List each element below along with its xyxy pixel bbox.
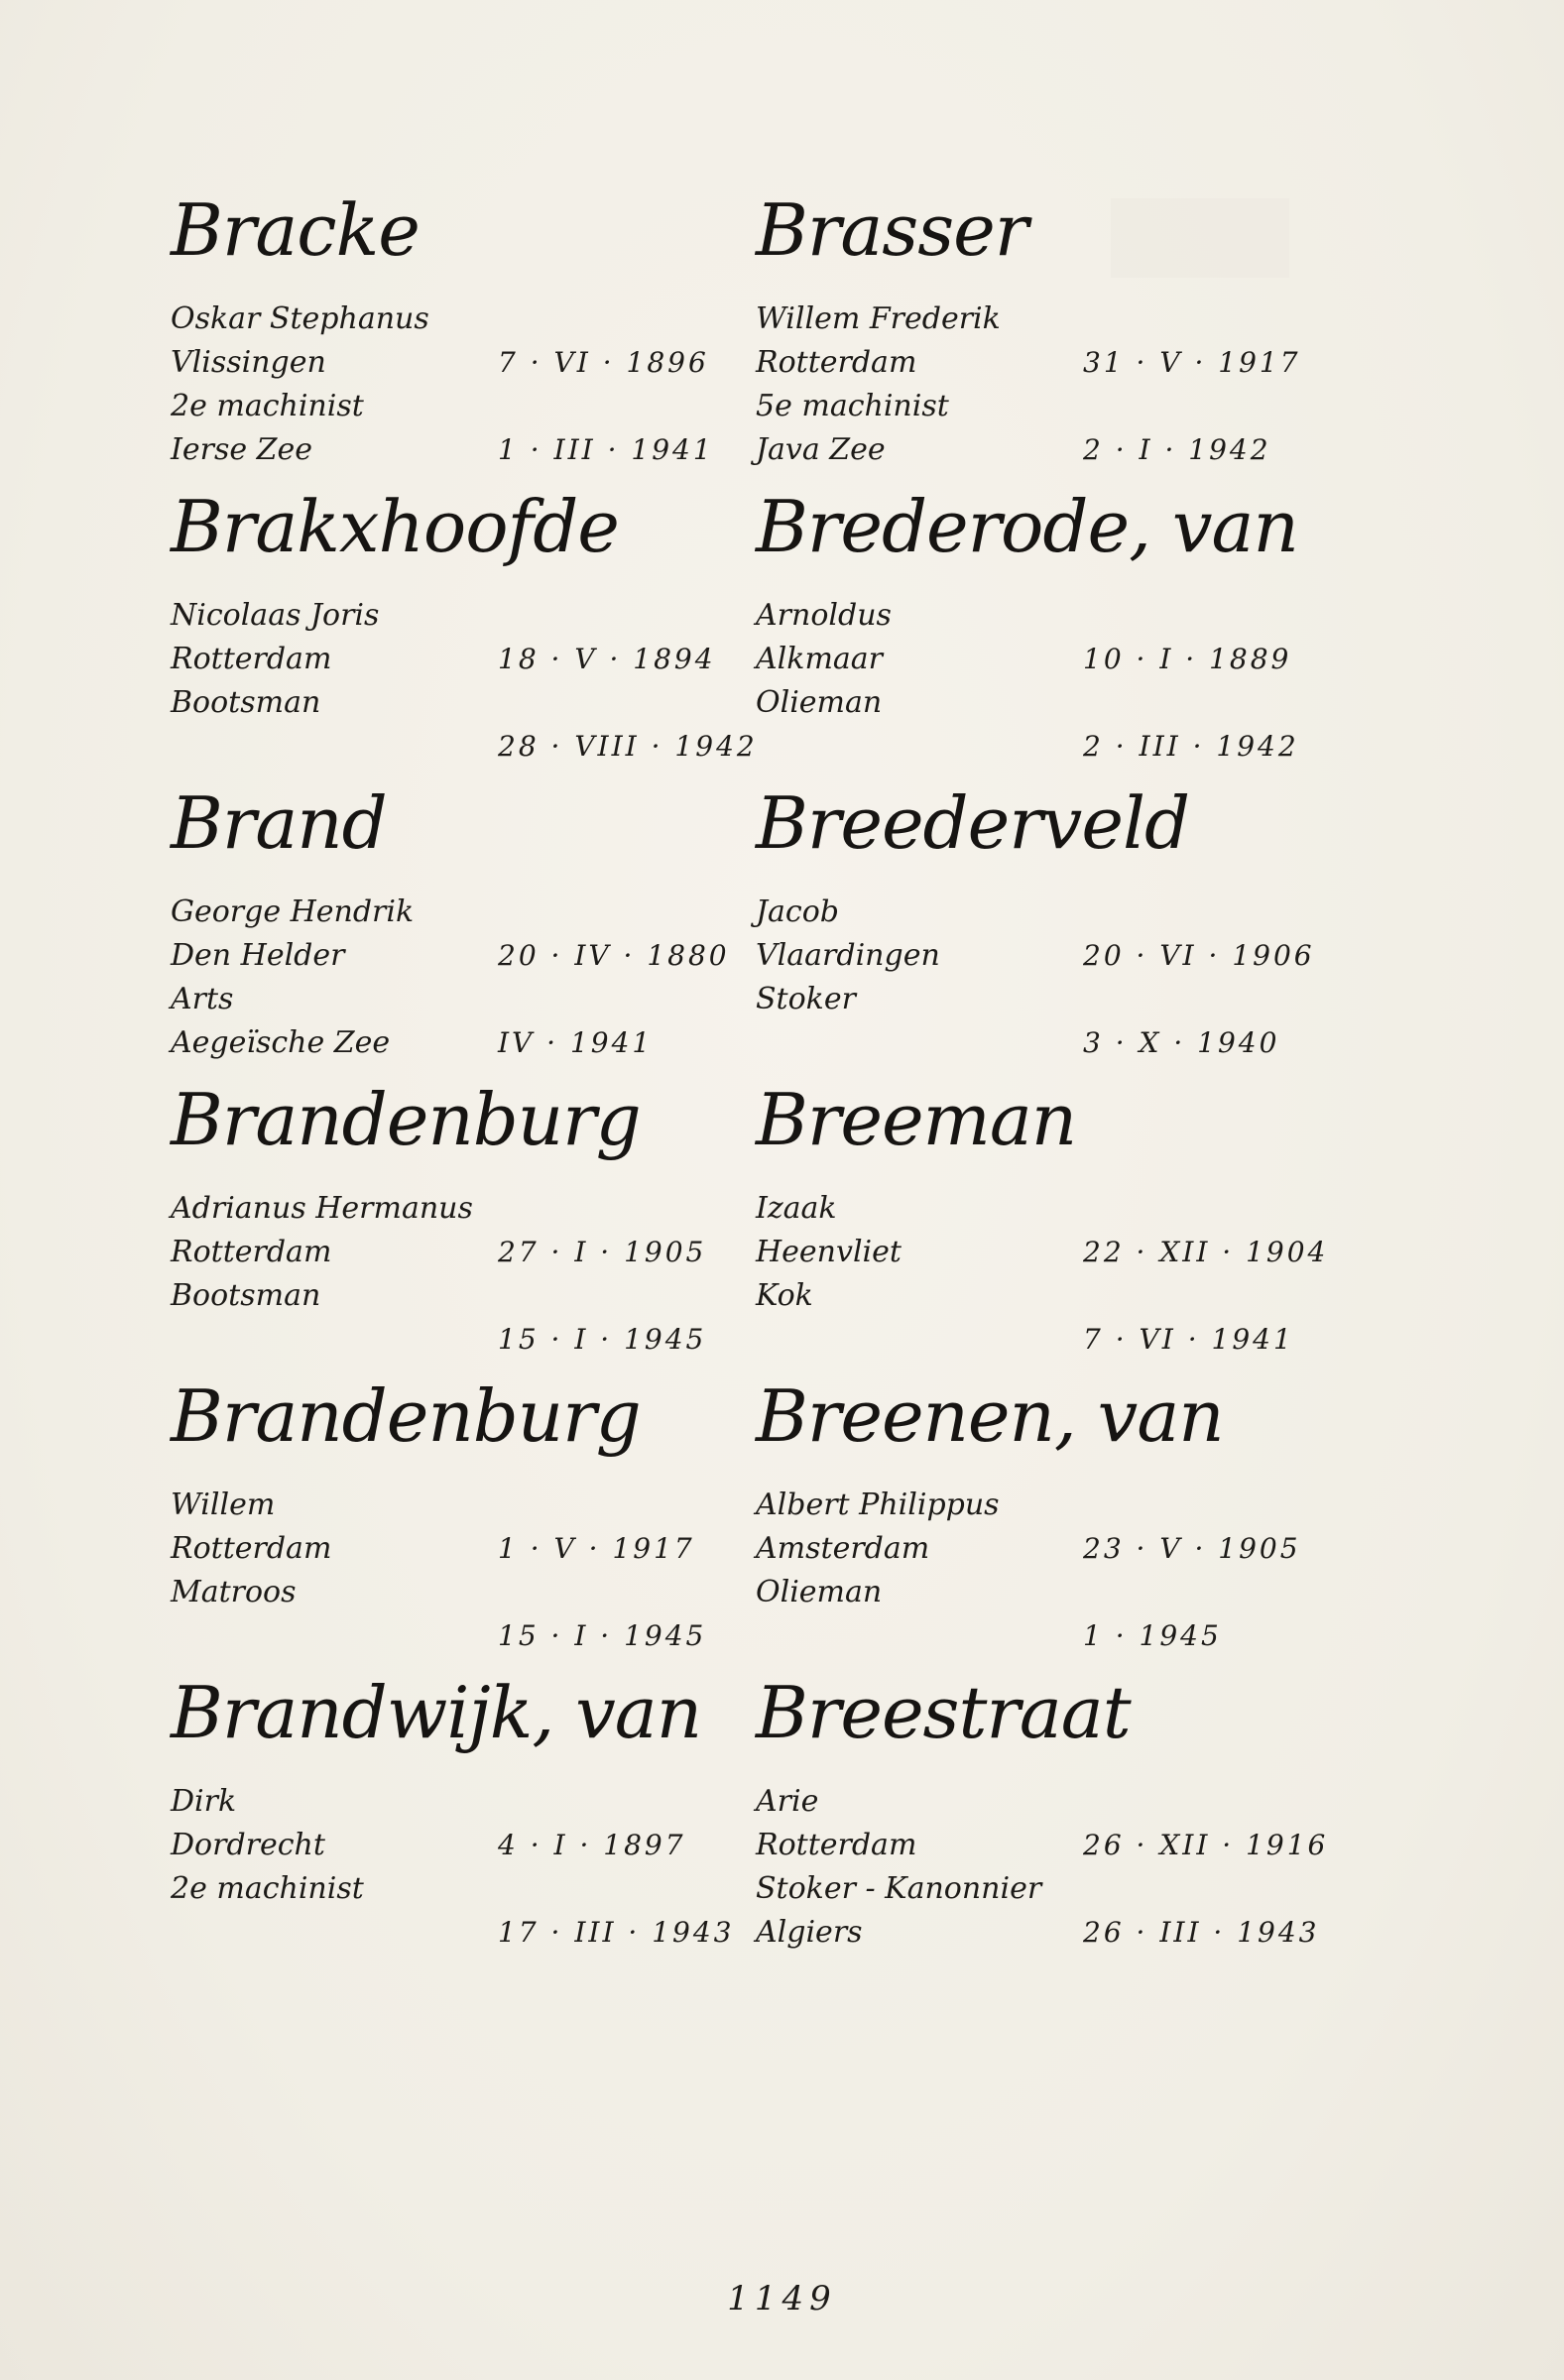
rank: Stoker — [756, 982, 856, 1016]
surname: Brandenburg — [171, 1078, 641, 1161]
entry-line — [756, 1527, 1311, 1571]
entry-line — [171, 1614, 726, 1658]
birth-date: 27 · I · 1905 — [498, 1236, 707, 1268]
birth-date: 20 · IV · 1880 — [498, 939, 730, 972]
death-date: 1 · III · 1941 — [498, 433, 714, 466]
entry-line — [756, 385, 1311, 428]
entry-line — [171, 978, 726, 1021]
entry-line — [171, 1318, 726, 1362]
entry-line — [171, 1021, 726, 1065]
entry-line — [171, 298, 726, 341]
memorial-entry — [756, 1078, 1329, 1380]
memorial-entry — [756, 188, 1311, 491]
entry-line — [171, 725, 758, 769]
surname: Brand — [171, 781, 387, 865]
entry-line — [171, 594, 726, 638]
rank: 2e machinist — [171, 1871, 364, 1906]
death-date: 28 · VIII · 1942 — [498, 730, 758, 763]
birthplace: Rotterdam — [756, 345, 917, 380]
surname: Brandenburg — [171, 1374, 641, 1458]
surname: Brederode, van — [756, 485, 1298, 568]
birth-date: 22 · XII · 1904 — [1083, 1236, 1329, 1268]
entry-line — [756, 1187, 1311, 1231]
memorial-entry — [756, 1374, 1311, 1677]
death-date: IV · 1941 — [498, 1026, 654, 1059]
given-names: Oskar Stephanus — [171, 301, 429, 336]
death-date: 15 · I · 1945 — [498, 1619, 707, 1652]
death-date: 26 · III · 1943 — [1083, 1916, 1320, 1949]
entry-line — [756, 638, 1311, 681]
entry-line — [756, 1571, 1311, 1614]
given-names: Dirk — [171, 1784, 237, 1819]
birth-date: 18 · V · 1894 — [498, 643, 716, 675]
memorial-entry — [756, 485, 1311, 787]
entry-line — [171, 428, 726, 472]
birthplace: Rotterdam — [171, 642, 332, 676]
given-names: Albert Philippus — [756, 1488, 1000, 1522]
surname: Breestraat — [756, 1671, 1131, 1754]
rank: Bootsman — [171, 685, 321, 720]
death-date: 7 · VI · 1941 — [1083, 1323, 1294, 1356]
surname: Brandwijk, van — [171, 1671, 702, 1754]
entry-line — [756, 1911, 1320, 1955]
death-date: 15 · I · 1945 — [498, 1323, 707, 1356]
entry-line — [756, 1867, 1311, 1911]
entry-line — [171, 1527, 726, 1571]
surname: Breeman — [756, 1078, 1077, 1161]
birthplace: Rotterdam — [171, 1235, 332, 1269]
place-of-death: Java Zee — [756, 432, 886, 467]
surname: Brakxhoofde — [171, 485, 619, 568]
page-number: 1149 — [727, 2279, 837, 2319]
entry-line — [756, 594, 1311, 638]
entry-line — [171, 341, 726, 385]
birth-date: 20 · VI · 1906 — [1083, 939, 1315, 972]
given-names: Willem — [171, 1488, 276, 1522]
given-names: Adrianus Hermanus — [171, 1191, 473, 1226]
birthplace: Rotterdam — [756, 1828, 917, 1862]
surname: Breenen, van — [756, 1374, 1224, 1458]
memorial-entry — [756, 1671, 1329, 1973]
entry-line — [171, 1274, 726, 1318]
death-date: 1 · 1945 — [1083, 1619, 1222, 1652]
birthplace: Rotterdam — [171, 1531, 332, 1566]
given-names: Arie — [756, 1784, 819, 1819]
memorial-entry — [171, 188, 726, 491]
entry-line — [171, 1187, 726, 1231]
entry-line — [756, 1614, 1311, 1658]
given-names: Jacob — [756, 894, 839, 929]
surname: Brasser — [756, 188, 1028, 272]
birthplace: Vlissingen — [171, 345, 326, 380]
memorial-entry — [756, 781, 1315, 1084]
birth-date: 7 · VI · 1896 — [498, 346, 709, 379]
entry-line — [756, 891, 1311, 934]
rank: Olieman — [756, 1575, 883, 1609]
entry-line — [171, 385, 726, 428]
place-of-death: Aegeïsche Zee — [171, 1025, 391, 1060]
column-right — [756, 188, 1329, 1973]
entry-line — [171, 1231, 726, 1274]
rank: Olieman — [756, 685, 883, 720]
memorial-entry — [171, 1374, 726, 1677]
birthplace: Vlaardingen — [756, 938, 940, 973]
entry-line — [756, 725, 1311, 769]
birth-date: 31 · V · 1917 — [1083, 346, 1301, 379]
birthplace: Heenvliet — [756, 1235, 902, 1269]
entry-line — [756, 1274, 1311, 1318]
entry-line — [756, 341, 1311, 385]
given-names: George Hendrik — [171, 894, 415, 929]
surname: Breederveld — [756, 781, 1190, 865]
column-left — [171, 188, 758, 1973]
death-date: 2 · III · 1942 — [1083, 730, 1299, 763]
rank: Kok — [756, 1278, 813, 1313]
entry-line — [171, 934, 730, 978]
birthplace: Den Helder — [171, 938, 345, 973]
birth-date: 23 · V · 1905 — [1083, 1532, 1301, 1565]
entry-line — [756, 978, 1311, 1021]
birth-date: 4 · I · 1897 — [498, 1829, 686, 1861]
entry-line — [756, 1484, 1311, 1527]
surname: Bracke — [171, 188, 420, 272]
entry-line — [756, 1824, 1329, 1867]
entry-line — [756, 1780, 1311, 1824]
rank: Bootsman — [171, 1278, 321, 1313]
entry-line — [756, 1021, 1311, 1065]
entry-line — [171, 1484, 726, 1527]
birth-date: 10 · I · 1889 — [1083, 643, 1292, 675]
given-names: Arnoldus — [756, 598, 892, 633]
memorial-entry — [171, 1671, 735, 1973]
given-names: Nicolaas Joris — [171, 598, 380, 633]
birth-date: 26 · XII · 1916 — [1083, 1829, 1329, 1861]
entry-line — [171, 1824, 726, 1867]
entry-line — [171, 1911, 735, 1955]
place-of-death: Algiers — [756, 1915, 863, 1950]
rank: Matroos — [171, 1575, 297, 1609]
entry-line — [756, 1231, 1329, 1274]
death-date: 3 · X · 1940 — [1083, 1026, 1280, 1059]
entry-line — [171, 891, 726, 934]
death-date: 17 · III · 1943 — [498, 1916, 735, 1949]
rank: Stoker - Kanonnier — [756, 1871, 1042, 1906]
given-names: Izaak — [756, 1191, 837, 1226]
entry-line — [756, 934, 1315, 978]
memorial-entry — [171, 485, 758, 787]
given-names: Willem Frederik — [756, 301, 1001, 336]
rank: Arts — [171, 982, 234, 1016]
birthplace: Dordrecht — [171, 1828, 325, 1862]
memorial-entry — [171, 1078, 726, 1380]
entry-line — [756, 298, 1311, 341]
place-of-death: Ierse Zee — [171, 432, 312, 467]
entry-line — [171, 1780, 726, 1824]
memorial-entry — [171, 781, 730, 1084]
rank: 5e machinist — [756, 389, 949, 423]
death-date: 2 · I · 1942 — [1083, 433, 1271, 466]
birthplace: Alkmaar — [756, 642, 883, 676]
birth-date: 1 · V · 1917 — [498, 1532, 695, 1565]
entry-line — [171, 681, 726, 725]
entry-line — [171, 1867, 726, 1911]
birthplace: Amsterdam — [756, 1531, 930, 1566]
rank: 2e machinist — [171, 389, 364, 423]
entry-line — [171, 1571, 726, 1614]
entry-line — [756, 1318, 1311, 1362]
entry-line — [171, 638, 726, 681]
entry-line — [756, 681, 1311, 725]
entry-line — [756, 428, 1311, 472]
